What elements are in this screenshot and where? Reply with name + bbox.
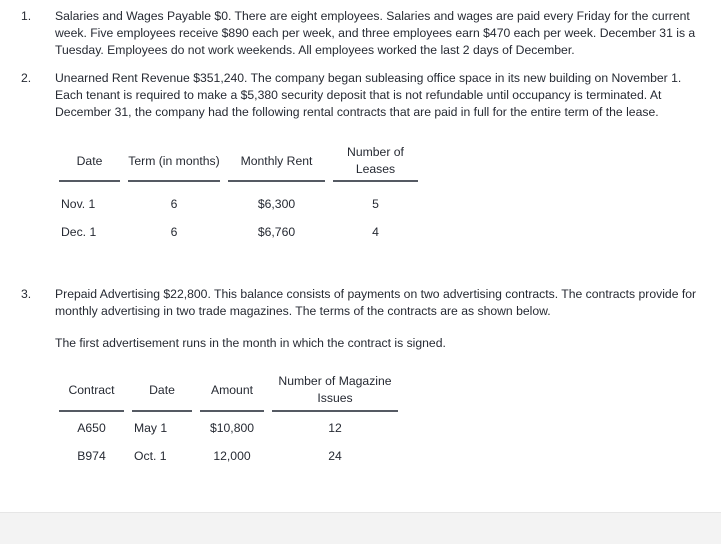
cell-term: 6 xyxy=(170,196,178,211)
cell-contract: A650 xyxy=(77,420,106,435)
cell-number-of-leases: 4 xyxy=(372,224,379,239)
cell-number-of-issues: 12 xyxy=(328,420,342,435)
cell-monthly-rent: $6,760 xyxy=(257,224,296,239)
header-date: Date xyxy=(59,142,120,182)
item-paragraph xyxy=(55,8,705,59)
header-number-of-leases: Number of Leases xyxy=(333,142,418,182)
table-row xyxy=(59,190,418,218)
salaries-text: Salaries and Wages Payable $0. There are eight employees. Salaries and wages are paid every Friday for the current week. Five employees receive $890 each per week, and three employees earn $470 each per week. December 31 is a Tuesday. Employees do not work weekends. All employees worked the last 2 days of December. xyxy=(55,9,696,57)
header-contract: Contract xyxy=(59,370,124,412)
table-row xyxy=(59,218,418,246)
table-row xyxy=(59,442,398,470)
header-term: Term (in months) xyxy=(128,142,220,182)
item-paragraph xyxy=(55,70,705,121)
cell-amount: 12,000 xyxy=(213,448,251,463)
cell-number-of-leases: 5 xyxy=(372,196,379,211)
header-date: Date xyxy=(132,370,192,412)
prepaid-advertising-text: Prepaid Advertising $22,800. This balance consists of payments on two advertising contracts. The contracts provide for monthly advertising in two trade magazines. The terms of the contracts are as shown below. xyxy=(55,287,697,318)
advertising-contracts-table xyxy=(51,370,406,470)
cell-contract: B974 xyxy=(77,448,106,463)
first-advertisement-note: The first advertisement runs in the month in which the contract is signed. xyxy=(55,336,446,350)
cell-date: Oct. 1 xyxy=(134,448,167,463)
header-amount: Amount xyxy=(200,370,264,412)
item-paragraph xyxy=(55,286,705,352)
cell-number-of-issues: 24 xyxy=(328,448,342,463)
cell-date: Nov. 1 xyxy=(61,196,96,211)
cell-term: 6 xyxy=(170,224,178,239)
page-footer-band xyxy=(0,512,721,544)
cell-monthly-rent: $6,300 xyxy=(257,196,296,211)
cell-amount: $10,800 xyxy=(209,420,255,435)
table-row xyxy=(59,414,398,442)
unearned-rent-text: Unearned Rent Revenue $351,240. The company began subleasing office space in its new building on November 1. Each tenant is required to make a $5,380 security deposit that is not refundable until occupancy is terminated. At December 31, the company had the following rental contracts that are paid in full for the entire term of the lease. xyxy=(55,71,682,119)
item-number: 1. xyxy=(21,9,32,23)
cell-date: Dec. 1 xyxy=(61,224,97,239)
item-number: 3. xyxy=(21,287,32,301)
header-number-of-magazine-issues: Number of Magazine Issues xyxy=(272,370,398,412)
rental-contracts-table xyxy=(51,142,426,246)
cell-date: May 1 xyxy=(134,420,168,435)
header-monthly-rent: Monthly Rent xyxy=(228,142,325,182)
item-number: 2. xyxy=(21,71,32,85)
